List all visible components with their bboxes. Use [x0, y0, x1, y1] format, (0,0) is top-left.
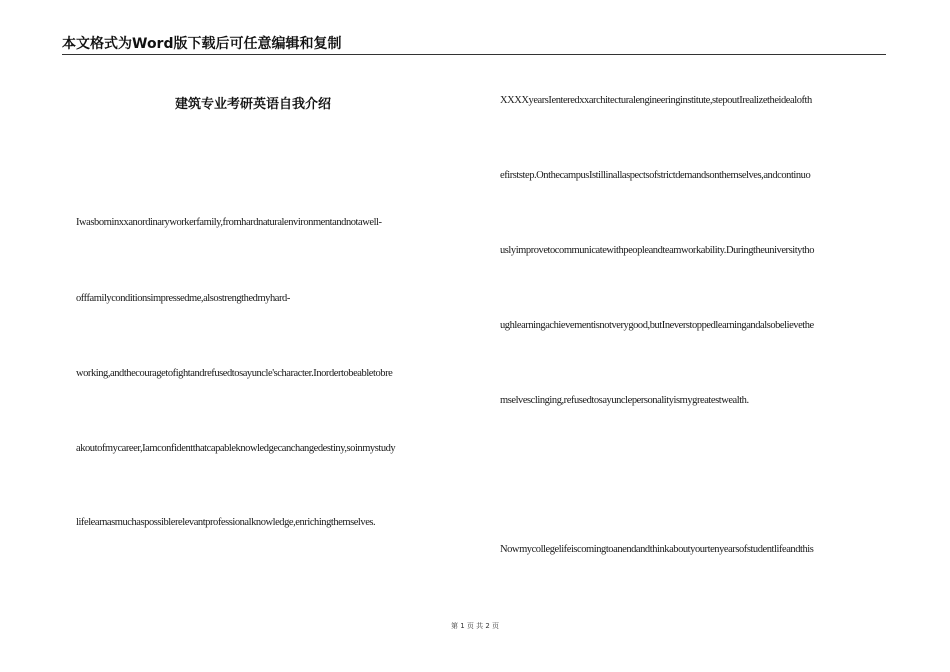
left-paragraph-line-5: lifelearnasmuchaspossiblerelevantprofessionalknowledge,enrichingthemselves. [76, 517, 376, 528]
right-paragraph-line-3: uslyimprovetocommunicatewithpeopleandteamworkability.Duringtheuniversitytho [500, 245, 815, 256]
left-paragraph-line-4: akoutofmycareer,Iamconfidentthatcapableknowledgecanchangedestiny,soinmystudy [76, 443, 396, 454]
left-paragraph-line-3: working,andthecouragetofightandrefusedtosayuncle'scharacter.Inordertobeabletobre [76, 368, 393, 379]
right-paragraph-line-6: Nowmycollegelifeiscomingtoanendandthinkaboutyourtenyearsofstudentlifeandthis [500, 544, 814, 555]
right-paragraph-line-1: XXXXyearsIenteredxxarchitecturalengineeringinstitute,stepoutIrealizetheidealofth [500, 95, 812, 106]
page-number-footer: 第 1 页 共 2 页 [450, 622, 500, 630]
document-title: 建筑专业考研英语自我介绍 [175, 97, 332, 112]
download-banner-header: 本文格式为Word版下载后可任意编辑和复制 [62, 36, 886, 55]
right-paragraph-line-5: mselvesclinging,refusedtosayunclepersonalityismygreatestwealth. [500, 395, 749, 406]
left-paragraph-line-1: Iwasborninxxanordinaryworkerfamily,fromhardnaturalenvironmentandnotawell- [76, 217, 382, 228]
left-paragraph-line-2: offfamilyconditionsimpressedme,alsostrengthedmyhard- [76, 293, 290, 304]
right-paragraph-line-4: ughlearningachievementisnotverygood,butIneverstoppedlearningandalsobelievethe [500, 320, 814, 331]
right-paragraph-line-2: efirststep.OnthecampusIstillinallaspectsofstrictdemandsonthemselves,andcontinuo [500, 170, 811, 181]
